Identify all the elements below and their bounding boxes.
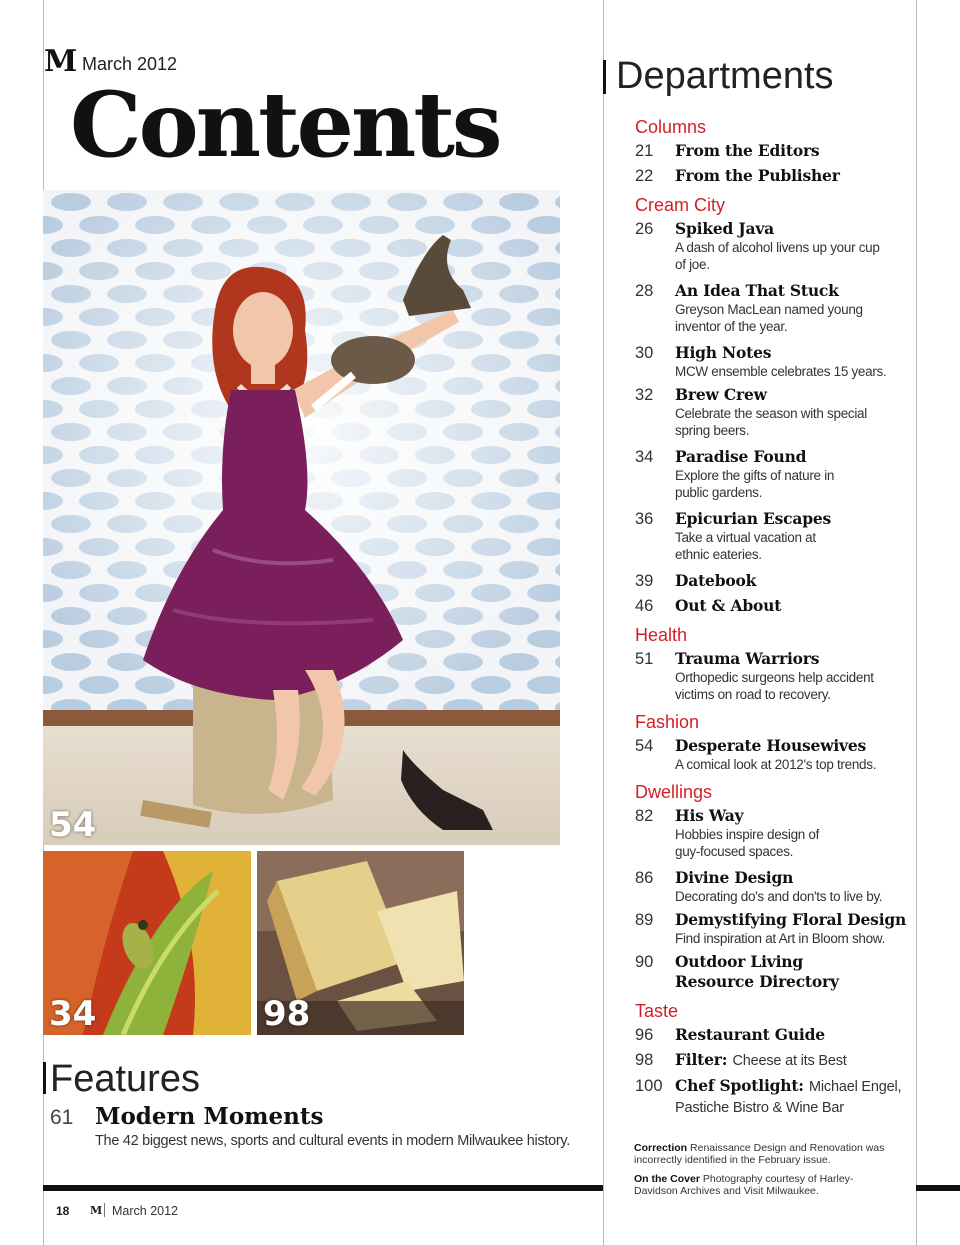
toc-title: Chef Spotlight: — [675, 1076, 804, 1095]
toc-title: From the Editors — [675, 141, 820, 160]
cover-credit-note — [634, 1173, 884, 1197]
cover-text: Photography courtesy of Harley-Davidson Archives and Visit Milwaukee. — [634, 1173, 854, 1197]
toc-description: Orthopedic surgeons help accident victims on road to recovery. — [675, 670, 874, 702]
photo-page-number-34: 34 — [49, 994, 97, 1034]
main-photo — [43, 190, 560, 845]
toc-page-number: 54 — [635, 737, 654, 755]
folio-separator — [104, 1203, 105, 1217]
toc-page-number: 90 — [635, 953, 654, 971]
frog-photo — [43, 851, 251, 1035]
correction-label: Correction — [634, 1142, 688, 1154]
toc-title: An Idea That Stuck — [675, 281, 839, 300]
toc-item[interactable] — [635, 736, 925, 773]
toc-page-number: 30 — [635, 344, 654, 362]
toc-item[interactable] — [635, 509, 925, 563]
toc-title: Spiked Java — [675, 219, 774, 238]
toc-item[interactable] — [635, 281, 925, 335]
toc-page-number: 21 — [635, 142, 654, 160]
toc-page-number: 51 — [635, 650, 654, 668]
features-marker — [43, 1062, 46, 1094]
issue-date: March 2012 — [82, 54, 178, 74]
toc-page-number: 28 — [635, 282, 654, 300]
toc-item[interactable] — [635, 141, 925, 161]
features-heading: Features — [50, 1058, 200, 1100]
toc-title: Trauma Warriors — [675, 649, 820, 668]
toc-description: A dash of alcohol livens up your cup of joe. — [675, 240, 880, 272]
toc-title: Restaurant Guide — [675, 1025, 825, 1044]
toc-title: From the Publisher — [675, 166, 840, 185]
toc-description: Hobbies inspire design of guy-focused spaces. — [675, 827, 820, 859]
toc-page-number: 22 — [635, 167, 654, 185]
cheese-photo — [257, 851, 464, 1035]
folio-brand-mark: M — [90, 1204, 103, 1217]
feature-page-number: 61 — [50, 1106, 74, 1129]
toc-item[interactable] — [635, 219, 925, 273]
toc-title: Divine Design — [675, 868, 794, 887]
footer-rule-right — [916, 1185, 960, 1191]
toc-description: Find inspiration at Art in Bloom show. — [675, 931, 885, 946]
section-fashion: Fashion — [635, 712, 700, 732]
toc-item[interactable] — [635, 868, 925, 905]
toc-title: Epicurian Escapes — [675, 509, 832, 528]
toc-page-number: 100 — [635, 1077, 663, 1095]
toc-item[interactable] — [635, 447, 925, 501]
folio-issue-date: March 2012 — [112, 1204, 179, 1218]
toc-page-number: 89 — [635, 911, 654, 929]
toc-title: Outdoor Living Resource Directory — [675, 952, 839, 991]
toc-item[interactable] — [635, 910, 925, 947]
toc-page-number: 26 — [635, 220, 654, 238]
toc-description: Explore the gifts of nature in public gardens. — [675, 468, 835, 500]
toc-item[interactable] — [635, 1025, 925, 1045]
toc-description: Cheese at its Best — [732, 1053, 847, 1069]
toc-description: Celebrate the season with special spring beers. — [675, 406, 867, 438]
toc-item[interactable] — [635, 343, 925, 380]
toc-item[interactable] — [635, 649, 925, 703]
toc-description: Michael Engel, Pastiche Bistro & Wine Bar — [675, 1079, 902, 1116]
correction-note — [634, 1142, 914, 1166]
toc-page-number: 39 — [635, 572, 654, 590]
toc-item[interactable] — [635, 952, 925, 992]
folio-page-number: 18 — [56, 1204, 70, 1218]
toc-title: High Notes — [675, 343, 772, 362]
toc-item[interactable] — [635, 596, 925, 616]
section-cream-city: Cream City — [635, 195, 726, 215]
toc-title: Paradise Found — [675, 447, 807, 466]
toc-description: MCW ensemble celebrates 15 years. — [675, 364, 887, 379]
feature-description: The 42 biggest news, sports and cultural events in modern Milwaukee history. — [95, 1133, 571, 1149]
toc-page-number: 82 — [635, 807, 654, 825]
toc-page-number: 96 — [635, 1026, 654, 1044]
footer-rule-left — [43, 1185, 603, 1191]
toc-title: His Way — [675, 806, 744, 825]
woman-with-shoe-photo — [43, 190, 560, 845]
toc-item[interactable] — [635, 806, 925, 860]
toc-title: Datebook — [675, 571, 757, 590]
toc-page-number: 36 — [635, 510, 654, 528]
correction-text: Renaissance Design and Renovation was incorrectly identified in the February issue. — [634, 1142, 885, 1166]
toc-title: Demystifying Floral Design — [675, 910, 907, 929]
toc-item[interactable] — [635, 1050, 925, 1071]
toc-description: A comical look at 2012's top trends. — [675, 757, 877, 772]
center-divider-line — [603, 0, 604, 1245]
cover-label: On the Cover — [634, 1173, 700, 1185]
toc-description: Take a virtual vacation at ethnic eateries. — [675, 530, 816, 562]
toc-page-number: 98 — [635, 1051, 654, 1069]
toc-title: Filter: — [675, 1050, 728, 1069]
departments-marker — [603, 60, 606, 94]
toc-page-number: 86 — [635, 869, 654, 887]
toc-item[interactable] — [635, 166, 925, 186]
section-dwellings: Dwellings — [635, 782, 713, 802]
photo-page-number-54: 54 — [49, 805, 97, 845]
toc-description: Greyson MacLean named young inventor of the year. — [675, 302, 863, 334]
toc-item[interactable] — [635, 385, 925, 439]
photo-page-number-98: 98 — [263, 994, 311, 1034]
section-taste: Taste — [635, 1001, 679, 1021]
section-columns: Columns — [635, 117, 707, 137]
departments-heading: Departments — [616, 55, 834, 97]
brand-logo: M — [44, 44, 77, 79]
departments-list — [635, 112, 925, 1123]
toc-item[interactable] — [635, 1076, 925, 1118]
page-title: Contents — [70, 72, 500, 178]
toc-title: Brew Crew — [675, 385, 767, 404]
toc-page-number: 46 — [635, 597, 654, 615]
toc-page-number: 32 — [635, 386, 654, 404]
section-health: Health — [635, 625, 688, 645]
toc-title: Desperate Housewives — [675, 736, 867, 755]
toc-item[interactable] — [635, 571, 925, 591]
toc-page-number: 34 — [635, 448, 654, 466]
toc-description: Decorating do's and don'ts to live by. — [675, 889, 883, 904]
feature-title[interactable]: Modern Moments — [95, 1103, 324, 1130]
toc-title: Out & About — [675, 596, 782, 615]
